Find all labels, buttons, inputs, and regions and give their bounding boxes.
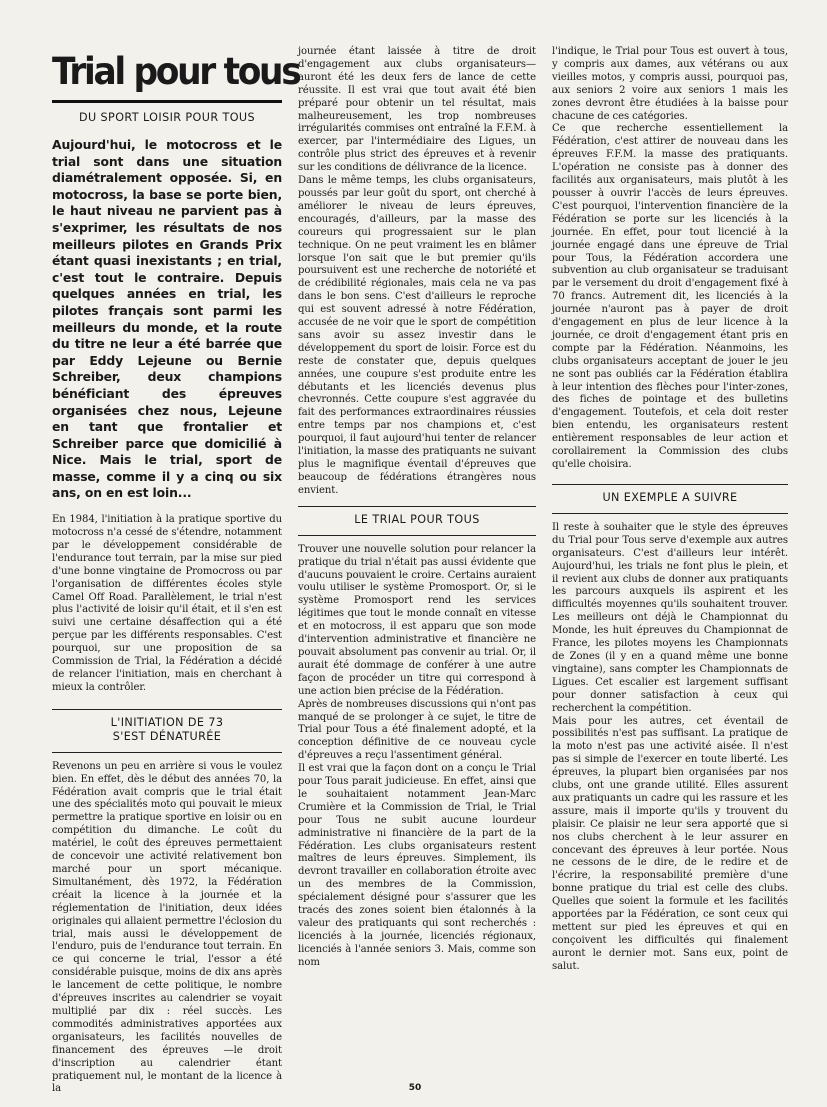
body-paragraph: Il reste à souhaiter que le style des épreuves du Trial pour Tous serve d'exemple aux autres organisateurs. C'est d'ailleurs leur intérêt. Aujourd'hui, les trials ne font plus le plein, et il revient aux clubs de donner aux pratiquants les parcours auxquels ils aspirent et les difficultés moyennes qu'ils souhaitent trouver. Les meilleurs ont déjà le Championnat du Monde, les huit épreuves du Championnat de France, les pilotes moyens les Championnats de Zones (il y en a quand même une bonne vingtaine), sans compter les Championnats de Ligues. Cet escalier est largement suffisant pour donner satisfaction à ceux qui recherchent la compétition. (552, 521, 788, 714)
intro-paragraph: En 1984, l'initiation à la pratique sportive du motocross n'a cessé de s'étendre, notamment par le développement considérable de l'endurance tout terrain, par la mise sur pied d'une bonne vingtaine de Promocross ou par l'organisation de différentes écoles style Camel Off Road. Parallèlement, le trial n'est plus l'activité de loisir qu'il était, et il s'en est suivi une certaine désaffection qui a été perçue par les différents responsables. C'est pourquoi, sur une proposition de sa Commission de Trial, la Fédération a décidé de relancer l'initiation, mais en cherchant à mieux la contrôler. (52, 514, 282, 693)
heading-line: L'INITIATION DE 73 (110, 715, 224, 729)
body-paragraph: Mais pour les autres, cet éventail de possibilités n'est pas suffisant. La pratique de la moto n'est pas une activité aisée. Il n'est pas si simple de l'exercer en toute liberté. Les épreuves, la plupart bien organisées par nos clubs, ont une grande utilité. Elles assurent aux pratiquants un cadre qui les rassure et les assure, mais il importe qu'ils y trouvent du plaisir. Ce plaisir ne leur sera apporté que si nos clubs cherchent à le leur assurer en concevant des épreuves à leur portée. Nous ne cessons de le dire, de le redire et de l'écrire, la responsabilité première d'une bonne pratique du trial est celle des clubs. Quelles que soient la formule et les facilités apportées par la Fédération, ce sont ceux qui mettent sur pied les épreuves et qui en conçoivent les difficultés qui finalement auront le dernier mot. Sans eux, point de salut. (552, 715, 788, 972)
body-paragraph: Il est vrai que la façon dont on a conçu le Trial pour Tous parait judicieuse. En effet, ainsi que le souhaitaient notamment Jean-Marc Crumière et la Commission de Trial, le Trial pour Tous ne subit aucune lourdeur administrative ni financière de la part de la Fédération. Les clubs organisateurs restent maîtres de leurs épreuves. Simplement, ils devront travailler en collaboration étroite avec un des membres de la Commission, spécialement désigné pour s'assurer que les tracés des zones soient bien étalonnés à la valeur des pratiquants qui sont recherchés : licenciés à la journée, licenciés régionaux, licenciés à l'année seniors 3. Mais, comme son nom (298, 763, 536, 968)
title-rule (52, 100, 282, 103)
body-paragraph: Ce que recherche essentiellement la Fédération, c'est attirer de nouveau dans les épreuves F.F.M. la masse des pratiquants. L'opération ne consiste pas à donner des facilités aux organisateurs, mais plutôt à les pousser à ouvrir l'accès de leurs épreuves. C'est pourquoi, l'intervention financière de la Fédération se porte sur les licenciés à la journée. En effet, pour tout licencié à la journée engagé dans une épreuve de Trial pour Tous, la Fédération accordera une subvention au club organisateur se traduisant par le versement du droit d'engagement fixé à 70 francs. Autrement dit, les licenciés à la journée n'auront pas à payer de droit d'engagement en plus de leur licence à la journée, ce droit d'engagement étant pris en compte par la Fédération. Néanmoins, les clubs organisateurs acceptant de jouer le jeu ne sont pas oubliés car la Fédération établira à leur intention des flèches pour l'inter-zones, des fiches de pointage et des bulletins d'engagement. Toutefois, et cela doit rester bien entendu, les organisateurs restent entièrement responsables de leur action et corollairement la Commission des clubs qu'elle choisira. (552, 123, 788, 470)
section-heading-exemple: UN EXEMPLE A SUIVRE (602, 490, 738, 504)
section-rule (552, 484, 788, 485)
section-rule (52, 752, 282, 753)
page-number: 50 (408, 1083, 422, 1093)
section-heading-trial-pour-tous: LE TRIAL POUR TOUS (354, 512, 480, 526)
body-paragraph: l'indique, le Trial pour Tous est ouvert à tous, y compris aux dames, aux vétérans ou aux vieilles motos, y compris aussi, pourquoi pas, aux seniors 2 voire aux seniors 1 mais les zones devront être étudiées à la baisse pour chacune de ces catégories. (552, 46, 788, 122)
section-heading-sport-loisir: DU SPORT LOISIR POUR TOUS (78, 111, 256, 124)
body-paragraph: Dans le même temps, les clubs organisateurs, poussés par leur goût du sport, ont cherché à améliorer le niveau de leurs épreuves, encouragés, d'ailleurs, par la masse des coureurs qui progressaient sur le plan technique. On ne peut vraiment les en blâmer lorsque l'on sait que le but premier qu'ils poursuivent est une recherche de notoriété et de crédibilité régionales, mais cela ne va pas dans le bon sens. C'est d'ailleurs le reproche qui est souvent adressé à notre Fédération, accusée de ne voir que le sport de compétition sans avoir su assez investir dans le développement du sport de loisir. Force est du reste de constater que, depuis quelques années, une coupure s'est produite entre les débutants et les licenciés devenus plus chevronnés. Cette coupure s'est aggravée du fait des performances extraordinaires réussies entre temps par nos champions et, c'est pourquoi, il faut aujourd'hui tenter de relancer l'initiation, la masse des pratiquants ne suivant plus le magnifique éventail d'épreuves que beaucoup de fédérations étrangères nous envient. (298, 175, 536, 496)
section-rule (552, 513, 788, 514)
section-rule (298, 506, 536, 507)
article-title: Trial pour tous (52, 50, 300, 93)
section-rule (298, 535, 536, 536)
body-paragraph: journée étant laissée à titre de droit d'engagement aux clubs organisateurs— auront été les deux fers de lance de cette réussite. Il est vrai que tout avait été bien préparé pour obtenir un tel résultat, mais malheureusement, les trop nombreuses irrégularités commises ont entraîné la F.F.M. à exercer, par l'intermédiaire des Ligues, un contrôle plus strict des épreuves et à revenir sur les conditions de délivrance de la licence. (298, 46, 536, 174)
column-3 (552, 46, 788, 974)
body-paragraph: Trouver une nouvelle solution pour relancer la pratique du trial n'était pas aussi évidente que d'aucuns pouvaient le croire. Certains auraient voulu utiliser le système Promosport. Or, si le système Promosport rend les services légitimes que tout le monde connaît en vitesse et en motocross, il est apparu que son mode d'intervention administrative et financière ne pouvait absolument pas convenir au trial. Or, il aurait été dommage de conférer à une autre façon de procéder un titre qui correspond à une action bien précise de la Fédération. (298, 543, 536, 697)
column-2 (298, 46, 536, 970)
column-1 (52, 46, 300, 1096)
lead-paragraph: Aujourd'hui, le motocross et le trial sont dans une situation diamétralement opposée. Si, en motocross, la base se porte bien, le haut niveau ne parvient pas à s'exprimer, les résultats de nos meilleurs pilotes en Grands Prix étant quasi inexistants ; en trial, c'est tout le contraire. Depuis quelques années en trial, les pilotes français sont parmi les meilleurs du monde, et la route du titre ne leur a été barrée que par Eddy Lejeune ou Bernie Schreiber, deux champions bénéficiant des épreuves organisées chez nous, Lejeune en tant que frontalier et Schreiber parce que domicilié à Nice. Mais le trial, sport de masse, comme il y a cinq ou six ans, on en est loin... (52, 137, 282, 501)
section-rule (52, 709, 282, 710)
section-heading-initiation (52, 716, 282, 744)
heading-line: S'EST DÉNATURÉE (112, 729, 222, 743)
body-paragraph: Après de nombreuses discussions qui n'ont pas manqué de se prolonger à ce sujet, le titre de Trial pour Tous a été finalement adopté, et la conception définitive de ce nouveau cycle d'épreuves a reçu l'assentiment général. (298, 698, 536, 762)
body-paragraph: Revenons un peu en arrière si vous le voulez bien. En effet, dès le début des années 70, la Fédération avait compris que le trial était une des spécialités moto qui pouvait le mieux permettre la pratique sportive en loisir ou en compétition du dimanche. Le coût du matériel, le coût des épreuves permettaient de concevoir une activité relativement bon marché pour un sport mécanique. Simultanément, dès 1972, la Fédération créait la licence à la journée et la réglementation de l'initiation, deux idées originales qui allaient permettre l'éclosion du trial, mais aussi le développement de l'enduro, puis de l'endurance tout terrain. En ce qui concerne le trial, l'essor a été considérable puisque, moins de dix ans après le lancement de cette politique, le nombre d'épreuves inscrites au calendrier se voyait multiplié par dix : réel succès. Les commodités administratives apportées aux organisateurs, les facilités nouvelles de financement des épreuves —le droit d'inscription au calendrier étant pratiquement nul, le montant de la licence à la (52, 760, 282, 1095)
